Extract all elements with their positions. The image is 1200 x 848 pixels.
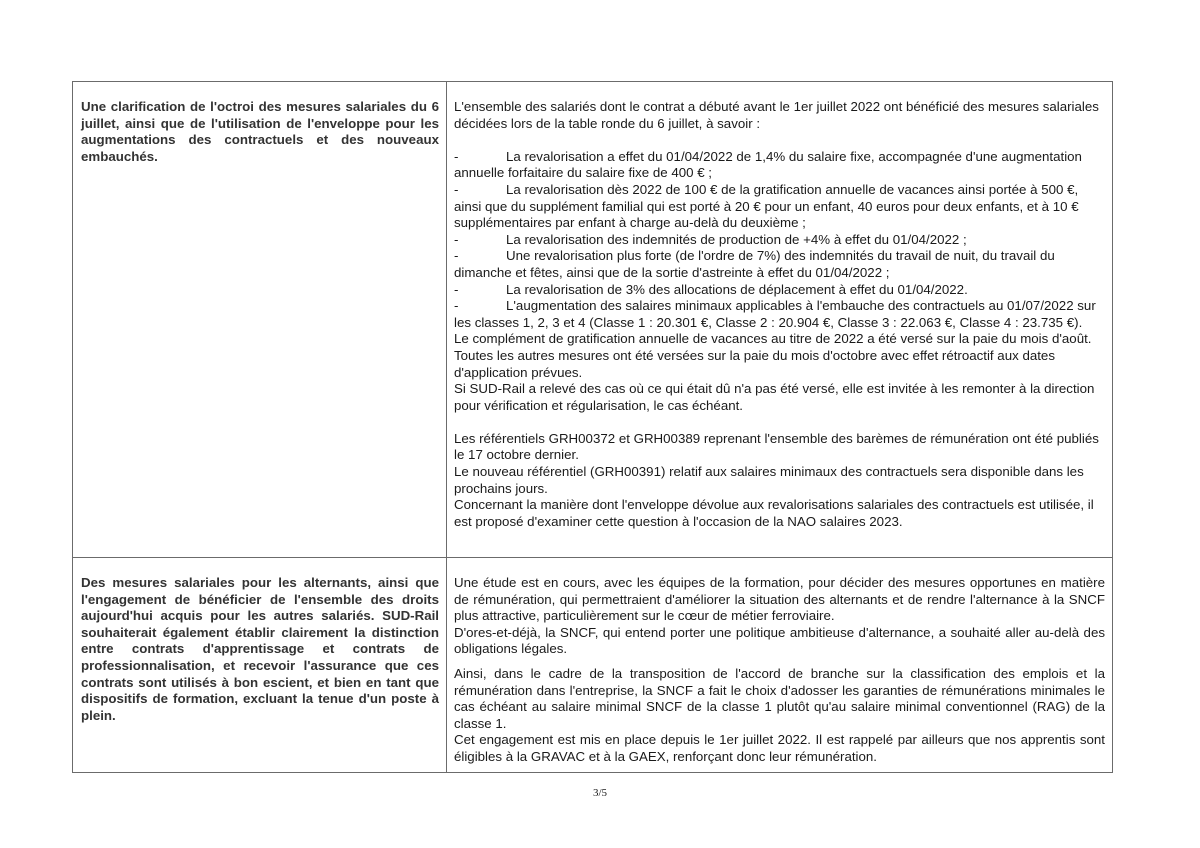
response-paragraph: D'ores-et-déjà, la SNCF, qui entend porter une politique ambitieuse d'alternance, a souhaité aller au-delà des obligations légales. [454, 624, 1105, 657]
bullet-item [454, 149, 1105, 182]
bullet-dash: - [454, 248, 459, 264]
response-paragraph: Cet engagement est mis en place depuis le 1er juillet 2022. Il est rappelé par ailleurs que nos apprentis sont éligibles à la GRAVAC et à la GAEX, renforçant donc leur rémunération. [454, 732, 1105, 764]
response-paragraph: Si SUD-Rail a relevé des cas où ce qui était dû n'a pas été versé, elle est invitée à les remonter à la direction pour vérification et régularisation, le cas échéant. [454, 381, 1095, 413]
response-cell [447, 82, 1113, 558]
request-cell [73, 82, 447, 558]
bullet-text: La revalorisation dès 2022 de 100 € de la gratification annuelle de vacances ainsi portée à 500 €, ainsi que du supplément familial qui est porté à 20 € pour un enfant, 40 euros pour deux enfants, et à 10 € supplémentaires par enfant à charge au-delà du deuxième ; [454, 181, 1079, 231]
bullet-dash: - [454, 181, 459, 197]
response-paragraph: Le nouveau référentiel (GRH00391) relatif aux salaires minimaux des contractuels sera disponible dans les prochains jours. [454, 464, 1084, 496]
bullet-item [454, 182, 1105, 232]
bullet-dash: - [454, 148, 459, 164]
bullet-item [454, 282, 1105, 299]
table-row [73, 558, 1113, 773]
table-row [73, 82, 1113, 558]
response-paragraph: Les référentiels GRH00372 et GRH00389 reprenant l'ensemble des barèmes de rémunération ont été publiés le 17 octobre dernier. [454, 430, 1099, 463]
response-paragraph: Le complément de gratification annuelle de vacances au titre de 2022 a été versé sur la paie du mois d'août. Toutes les autres mesures ont été versées sur la paie du mois d'octobre avec effet rétroactif aux dates d'application prévues. [454, 331, 1092, 380]
bullet-dash: - [454, 298, 459, 314]
bullet-item [454, 298, 1105, 331]
bullet-item [454, 232, 1105, 249]
bullet-text: La revalorisation a effet du 01/04/2022 de 1,4% du salaire fixe, accompagnée d'une augmentation annuelle forfaitaire du salaire fixe de 400 € ; [454, 148, 1082, 181]
bullet-text: L'augmentation des salaires minimaux applicables à l'embauche des contractuels au 01/07/2022 sur les classes 1, 2, 3 et 4 (Classe 1 : 20.301 €, Classe 2 : 20.904 €, Classe 3 : 22.063 €, Classe 4 : 23.735 €). [454, 298, 1096, 330]
bullet-text: La revalorisation des indemnités de production de +4% à effet du 01/04/2022 ; [506, 231, 967, 247]
bullet-text: La revalorisation de 3% des allocations de déplacement à effet du 01/04/2022. [506, 281, 968, 297]
response-paragraph: Une étude est en cours, avec les équipes de la formation, pour décider des mesures opportunes en matière de rémunération, qui permettraient d'améliorer la situation des alternants et de rendre l'alternance à la SNCF plus attractive, particulièrement sur le cœur de métier ferroviaire. [454, 575, 1105, 624]
request-text: Une clarification de l'octroi des mesures salariales du 6 juillet, ainsi que de l'utilisation de l'enveloppe pour les augmentations des contractuels et des nouveaux embauchés. [81, 99, 439, 164]
bullet-item [454, 248, 1105, 281]
bullet-text: Une revalorisation plus forte (de l'ordre de 7%) des indemnités du travail de nuit, du travail du dimanche et fêtes, ainsi que de la sortie d'astreinte à effet du 01/04/2022 ; [454, 248, 1055, 280]
request-text: Des mesures salariales pour les alternants, ainsi que l'engagement de bénéficier de l'ensemble des droits aujourd'hui acquis pour les autres salariés. SUD-Rail souhaiterait également établir clairement la distinction entre contrats d'apprentissage et contrats de professionnalisation, et recevoir l'assurance que ces contrats sont utilisés à bon escient, et bien en tant que dispositifs de formation, excluant la tenue d'un poste à plein. [81, 575, 439, 723]
response-paragraph: Concernant la manière dont l'enveloppe dévolue aux revalorisations salariales des contractuels est utilisée, il est proposé d'examiner cette question à l'occasion de la NAO salaires 2023. [454, 497, 1094, 529]
bullet-dash: - [454, 231, 459, 247]
response-paragraph: Ainsi, dans le cadre de la transposition de l'accord de branche sur la classification des emplois et la rémunération dans l'entreprise, la SNCF a fait le choix d'adosser les garanties de rémunérations minimales le cas échéant au salaire minimal SNCF de la classe 1 plutôt qu'au salaire minimal conventionnel (RAG) de la classe 1. [454, 665, 1105, 731]
response-intro: L'ensemble des salariés dont le contrat a débuté avant le 1er juillet 2022 ont bénéficié des mesures salariales décidées lors de la table ronde du 6 juillet, à savoir : [454, 99, 1099, 131]
request-response-table [72, 81, 1113, 773]
page-number: 3/5 [592, 787, 608, 799]
request-cell [73, 558, 447, 773]
bullet-dash: - [454, 281, 459, 297]
response-cell [447, 558, 1113, 773]
